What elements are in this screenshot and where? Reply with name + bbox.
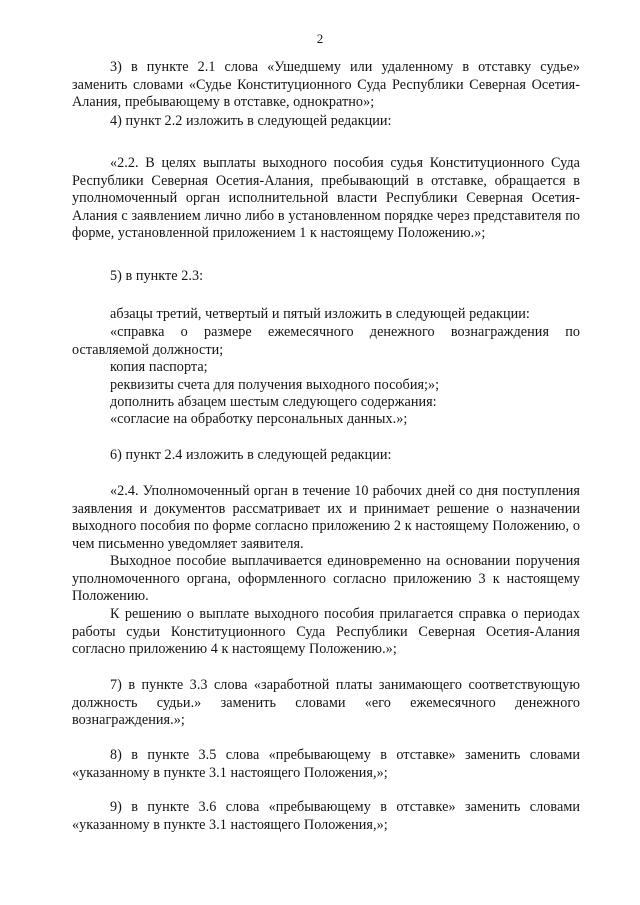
paragraph-rekvizity: реквизиты счета для получения выходного пособия;»; bbox=[110, 377, 440, 393]
paragraph-pasport: копия паспорта; bbox=[110, 359, 208, 375]
paragraph-quote-2-4: «2.4. Уполномоченный орган в течение 10 рабочих дней со дня поступления заявления и документов рассматривает их и принимает решение о назначении выходного пособия по форме согласно приложению 2 к настоящему Положению, о чем письменно уведомляет заявителя. bbox=[72, 483, 580, 552]
paragraph-item-9: 9) в пункте 3.6 слова «пребывающему в отставке» заменить словами «указанному в пункте 3.1 настоящего Положения,»; bbox=[72, 799, 580, 833]
page-number: 2 bbox=[316, 31, 324, 46]
paragraph-abzacy: абзацы третий, четвертый и пятый изложить в следующей редакции: bbox=[110, 306, 530, 322]
paragraph-item-5: 5) в пункте 2.3: bbox=[110, 268, 204, 284]
paragraph-item-8: 8) в пункте 3.5 слова «пребывающему в отставке» заменить словами «указанному в пункте 3.1 настоящего Положения,»; bbox=[72, 747, 580, 781]
paragraph-dopolnit: дополнить абзацем шестым следующего содержания: bbox=[110, 394, 437, 410]
paragraph-soglasie: «согласие на обработку персональных данных.»; bbox=[110, 411, 408, 427]
paragraph-item-7: 7) в пункте 3.3 слова «заработной платы занимающего соответствующую должность судьи.» заменить словами «его ежемесячного денежного вознаграждения.»; bbox=[72, 677, 580, 729]
paragraph-vyhodnoe-posobie: Выходное пособие выплачивается единовременно на основании поручения уполномоченного органа, оформленного согласно приложению 3 к настоящему Положению. bbox=[72, 553, 580, 605]
paragraph-item-4: 4) пункт 2.2 изложить в следующей редакции: bbox=[110, 113, 392, 129]
paragraph-quote-2-2: «2.2. В целях выплаты выходного пособия судья Конституционного Суда Республики Северная Осетия-Алания, пребывающий в отставке, обращается в уполномоченный орган исполнительной власти Республики Северная Осетия-Алания с заявлением лично либо в установленном порядке через представителя по форме, установленной приложением 1 к настоящему Положению.»; bbox=[72, 155, 580, 242]
paragraph-spravka: «справка о размере ежемесячного денежного вознаграждения по оставляемой должности; bbox=[72, 324, 580, 358]
paragraph-k-resheniyu: К решению о выплате выходного пособия прилагается справка о периодах работы судьи Конституционного Суда Республики Северная Осетия-Алания согласно приложению 4 к настоящему Положению.»; bbox=[72, 606, 580, 658]
paragraph-item-6: 6) пункт 2.4 изложить в следующей редакции: bbox=[110, 447, 392, 463]
paragraph-item-3: 3) в пункте 2.1 слова «Ушедшему или удаленному в отставку судье» заменить словами «Судье Конституционного Суда Республики Северная Осетия-Алания, пребывающему в отставке, однократно»; bbox=[72, 59, 580, 111]
